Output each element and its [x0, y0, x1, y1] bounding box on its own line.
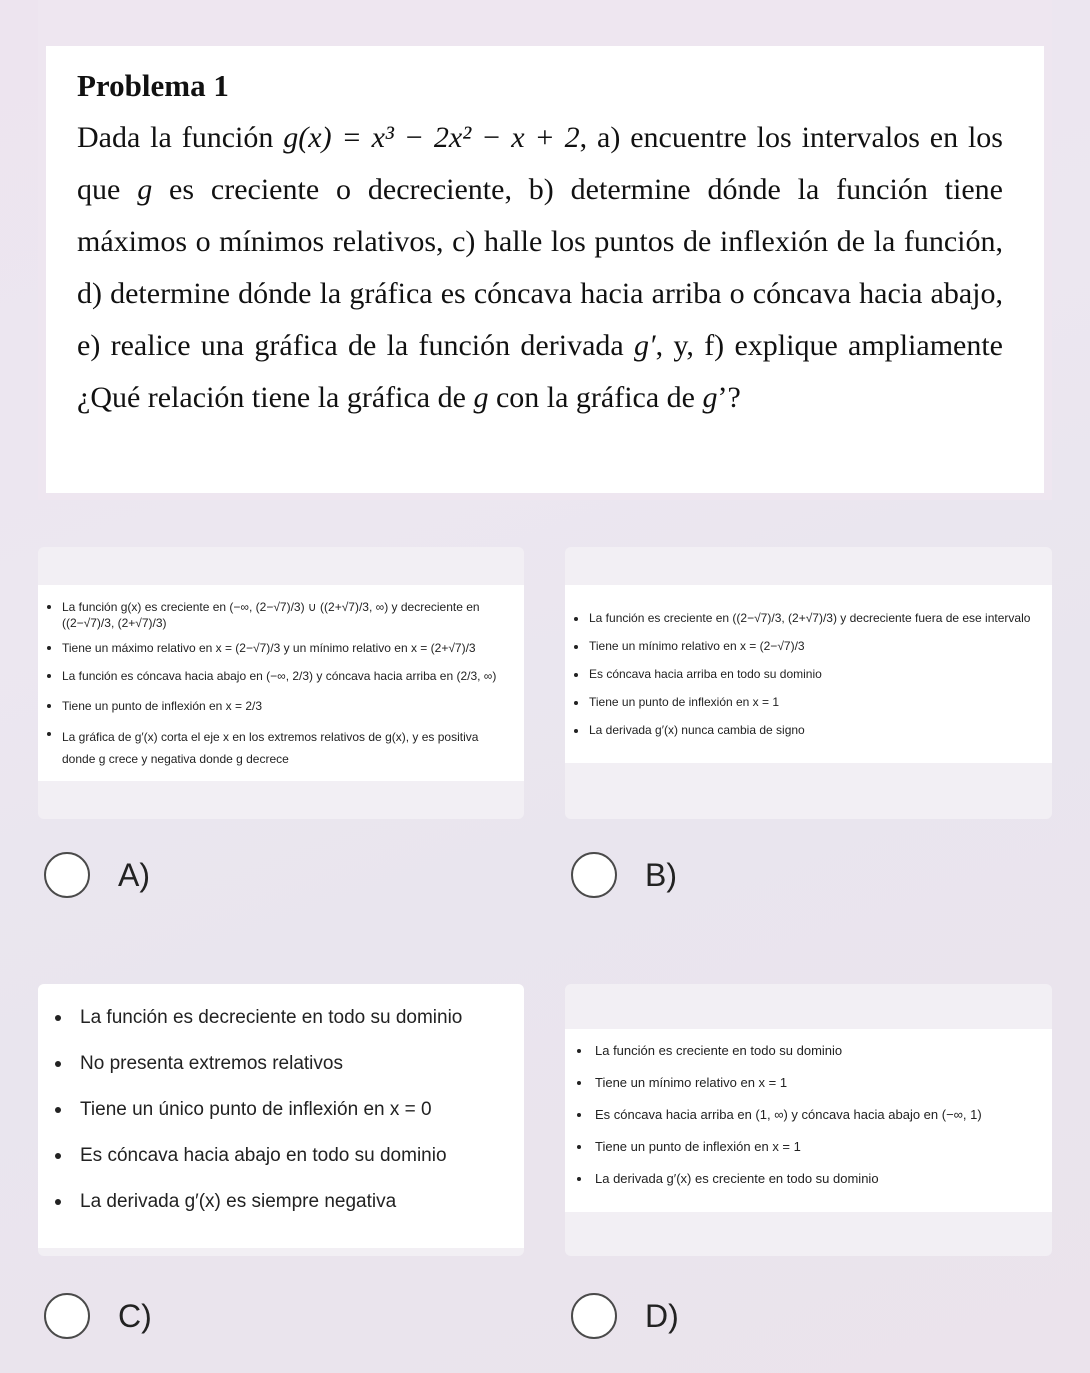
option-a-item: La función es cóncava hacia abajo en (−∞, 2/3) y cóncava hacia arriba en (2/3, ∞) — [38, 668, 524, 684]
option-b-item: Es cóncava hacia arriba en todo su dominio — [565, 667, 1052, 681]
option-c-item: No presenta extremos relativos — [38, 1052, 524, 1076]
option-a-item: Tiene un punto de inflexión en x = 2/3 — [38, 698, 524, 714]
option-a-label[interactable]: A) — [118, 856, 150, 893]
problem-statement: Dada la función g(x) = x³ − 2x² − x + 2, a) encuentre los intervalos en los que g es creciente o decreciente, b) determine dónde la función tiene máximos o mínimos relativos, c) halle los puntos de inflexión de la función, d) determine dónde la gráfica es cóncava hacia arriba o cóncava hacia abajo, e) realice una gráfica de la función derivada g′, y, f) explique ampliamente ¿Qué relación tiene la gráfica de g con la gráfica de g’? — [77, 121, 1003, 414]
problem-card — [46, 46, 1044, 493]
option-c-radio-row[interactable] — [44, 1293, 152, 1339]
option-d-radio[interactable] — [571, 1293, 617, 1339]
option-b-card[interactable] — [565, 547, 1052, 819]
option-a-content — [38, 585, 524, 781]
option-d-item: Tiene un mínimo relativo en x = 1 — [565, 1075, 1052, 1091]
option-a-item: La gráfica de g′(x) corta el eje x en los extremos relativos de g(x), y es positiva donde g crece y negativa donde g decrece — [38, 726, 524, 770]
option-d-item: La función es creciente en todo su dominio — [565, 1043, 1052, 1059]
option-c-item: Tiene un único punto de inflexión en x = 0 — [38, 1098, 524, 1122]
option-d-radio-row[interactable] — [571, 1293, 679, 1339]
option-d-item: Es cóncava hacia arriba en (1, ∞) y cóncava hacia abajo en (−∞, 1) — [565, 1107, 1052, 1123]
option-a-radio-row[interactable] — [44, 852, 150, 898]
option-a-card[interactable] — [38, 547, 524, 819]
option-a-radio[interactable] — [44, 852, 90, 898]
option-b-label[interactable]: B) — [645, 856, 677, 893]
problem-title: Problema 1 — [77, 68, 229, 103]
option-b-radio-row[interactable] — [571, 852, 677, 898]
option-a-item: Tiene un máximo relativo en x = (2−√7)/3 y un mínimo relativo en x = (2+√7)/3 — [38, 640, 524, 656]
option-d-label[interactable]: D) — [645, 1297, 679, 1334]
option-b-item: Tiene un punto de inflexión en x = 1 — [565, 695, 1052, 709]
option-d-item: Tiene un punto de inflexión en x = 1 — [565, 1139, 1052, 1155]
option-c-card[interactable] — [38, 984, 524, 1256]
option-b-content — [565, 585, 1052, 763]
option-c-item: Es cóncava hacia abajo en todo su dominio — [38, 1144, 524, 1168]
option-c-item: La función es decreciente en todo su dominio — [38, 1006, 524, 1030]
option-c-content — [38, 984, 524, 1248]
option-c-radio[interactable] — [44, 1293, 90, 1339]
option-b-item: Tiene un mínimo relativo en x = (2−√7)/3 — [565, 639, 1052, 653]
option-d-content — [565, 1029, 1052, 1212]
option-d-item: La derivada g′(x) es creciente en todo su dominio — [565, 1171, 1052, 1187]
option-a-item: La función g(x) es creciente en (−∞, (2−√7)/3) ∪ ((2+√7)/3, ∞) y decreciente en ((2−√7)/3, (2+√7)/3) — [38, 599, 524, 631]
option-c-label[interactable]: C) — [118, 1297, 152, 1334]
option-b-radio[interactable] — [571, 852, 617, 898]
option-b-item: La función es creciente en ((2−√7)/3, (2+√7)/3) y decreciente fuera de ese intervalo — [565, 611, 1052, 625]
option-b-item: La derivada g′(x) nunca cambia de signo — [565, 723, 1052, 737]
option-c-item: La derivada g′(x) es siempre negativa — [38, 1190, 524, 1214]
option-d-card[interactable] — [565, 984, 1052, 1256]
